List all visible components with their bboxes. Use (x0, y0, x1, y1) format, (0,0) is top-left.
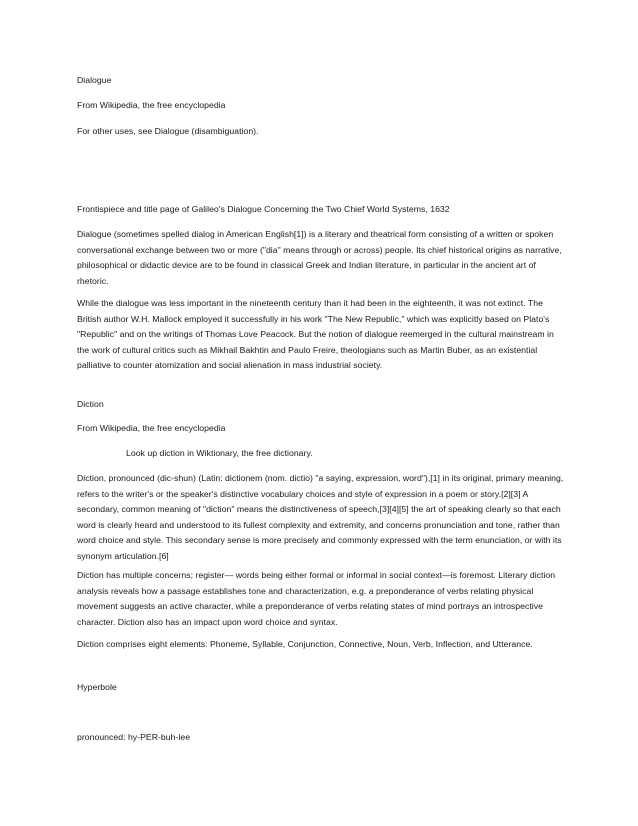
heading-diction: Diction (77, 399, 104, 409)
paragraph-diction-2: Diction has multiple concerns; register— words being either formal or informal in social context—is foremost. Literary diction analysis reveals how a passage establishes tone and characterization, e.g. a preponderance of verbs relating physical movement suggests an active character, while a preponderance of verbs relating states of mind portrays an introspective character. Diction also has an impact upon word choice and syntax. (77, 570, 556, 627)
image-caption: Frontispiece and title page of Galileo's Dialogue Concerning the Two Chief World Systems, 1632 (77, 204, 450, 214)
heading-dialogue: Dialogue (77, 75, 112, 85)
heading-hyperbole: Hyperbole (77, 682, 117, 692)
source-line: From Wikipedia, the free encyclopedia (77, 100, 226, 110)
pronunciation-line: pronounced: hy-PER-buh-lee (77, 732, 191, 742)
paragraph-dialogue-2: While the dialogue was less important in the nineteenth century than it had been in the eighteenth, it was not extinct. The British author W.H. Mallock employed it successfully in his work "The New Republic," which was explicitly based on Plato's "Republic" and on the writings of Thomas Love Peacock. But the notion of dialogue reemerged in the cultural mainstream in the work of cultural critics such as Mikhail Bakhtin and Paulo Freire, theologians such as Martin Buber, as an existential palliative to counter atomization and social alienation in mass industrial society. (77, 298, 554, 370)
paragraph-diction-1: Diction, pronounced (dic-shun) (Latin: dictionem (nom. dictio) "a saying, expression, word"),[1] in its original, primary meaning, refers to the writer's or the speaker's distinctive vocabulary choices and style of expression in a poem or story.[2][3] A secondary, common meaning of "diction" means the distinctiveness of speech,[3][4][5] the art of speaking clearly so that each word is clearly heard and understood to its fullest complexity and extremity, and concerns pronunciation and tone, rather than word choice and style. This secondary sense is more precisely and commonly expressed with the term enunciation, or with its synonym articulation.[6] (77, 473, 564, 561)
hatnote: For other uses, see Dialogue (disambiguation). (77, 126, 259, 136)
wiktionary-note: Look up diction in Wiktionary, the free dictionary. (126, 448, 313, 458)
source-line: From Wikipedia, the free encyclopedia (77, 423, 226, 433)
paragraph-diction-3: Diction comprises eight elements: Phoneme, Syllable, Conjunction, Connective, Noun, Verb, Inflection, and Utterance. (77, 639, 533, 649)
paragraph-dialogue-1: Dialogue (sometimes spelled dialog in American English[1]) is a literary and theatrical form consisting of a written or spoken conversational exchange between two or more ("dia" means through or across) people. Its chief historical origins as narrative, philosophical or didactic device are to be found in classical Greek and Indian literature, in particular in the ancient art of rhetoric. (77, 229, 562, 286)
